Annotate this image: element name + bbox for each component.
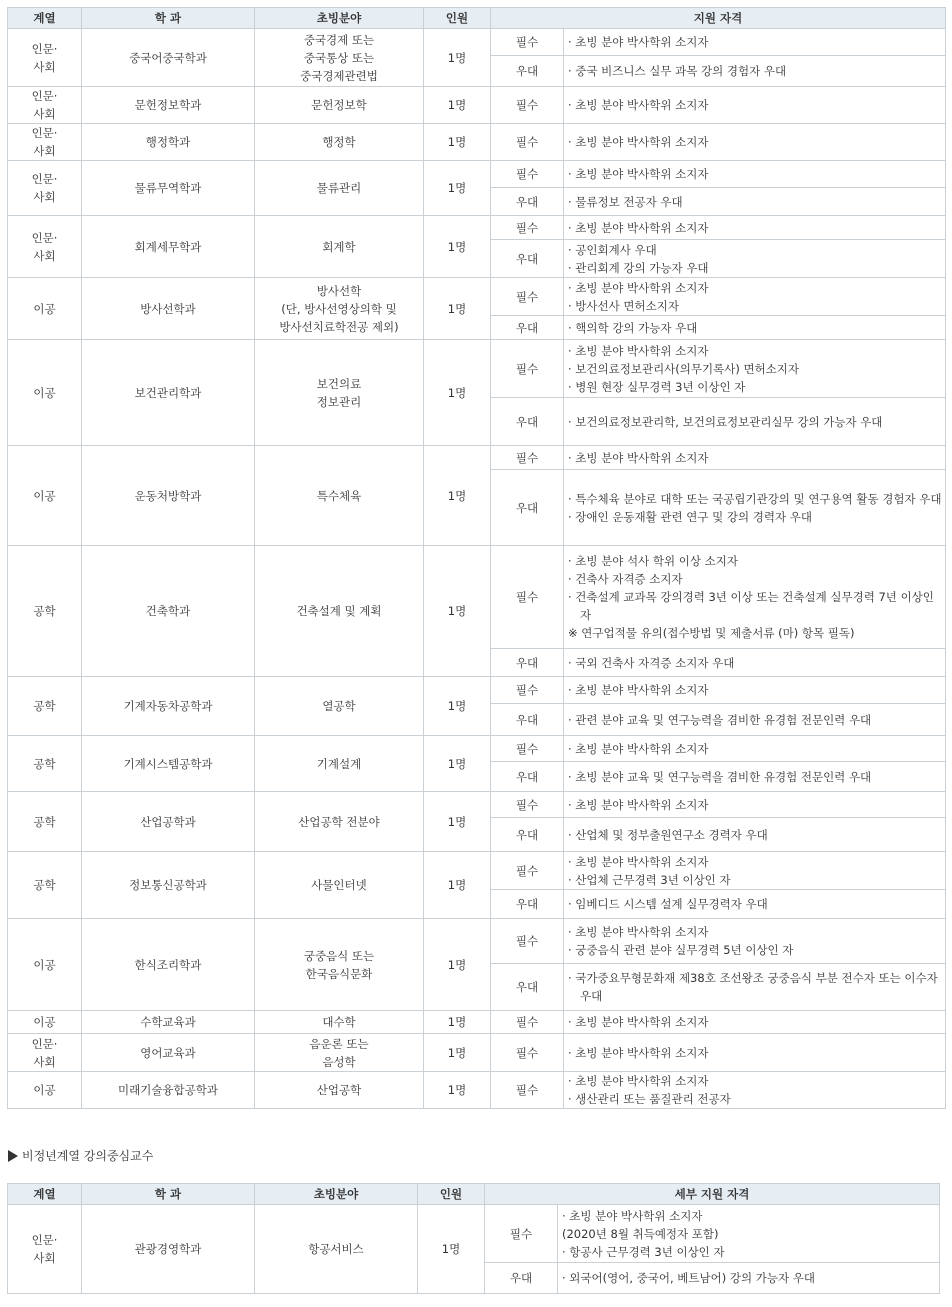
qual-line: · 궁중음식 관련 분야 실무경력 5년 이상인 자 — [568, 943, 794, 957]
department-line: 보건관리학과 — [134, 385, 202, 400]
department-line: 문헌정보학과 — [134, 98, 202, 112]
header-count: 인원 — [418, 1184, 485, 1205]
department-cell — [82, 161, 255, 216]
qual-type: 필수 — [491, 29, 564, 56]
field-line: 사회 — [33, 190, 56, 204]
qual-detail — [564, 964, 946, 1011]
qual-type: 우대 — [491, 649, 564, 677]
qual-detail — [564, 316, 946, 340]
qual-line: · 초빙 분야 박사학위 소지자 — [568, 343, 709, 358]
recruit-area-line: 궁중음식 또는 — [303, 948, 375, 963]
qual-line: · 건축사 자격증 소지자 — [568, 572, 683, 586]
count-cell: 1명 — [424, 278, 491, 340]
field-line: 인문· — [31, 1036, 58, 1051]
department-cell — [82, 87, 255, 124]
recruit-area-cell — [255, 736, 424, 792]
table-row — [8, 736, 946, 762]
recruit-area-cell — [255, 161, 424, 216]
qual-line: · 외국어(영어, 중국어, 베트남어) 강의 가능자 우대 — [562, 1271, 815, 1285]
qual-type: 필수 — [491, 446, 564, 470]
qual-line: · 초빙 분야 박사학위 소지자 — [568, 1045, 709, 1060]
qual-detail — [564, 792, 946, 818]
field-line: 사회 — [33, 1054, 56, 1069]
qual-type: 필수 — [491, 1072, 564, 1109]
qual-line: · 초빙 분야 박사학위 소지자 — [568, 280, 709, 295]
qual-line: · 초빙 분야 박사학위 소지자 — [568, 1015, 709, 1029]
qual-detail — [564, 124, 946, 161]
qual-detail — [564, 87, 946, 124]
field-line: 이공 — [33, 301, 56, 316]
qual-line: · 생산관리 또는 품질관리 전공자 — [568, 1092, 731, 1106]
field-line: 사회 — [33, 144, 56, 158]
qual-line: 자 — [580, 608, 592, 622]
qual-type: 필수 — [491, 124, 564, 161]
qual-detail — [564, 278, 946, 316]
qual-line: · 초빙 분야 교육 및 연구능력을 겸비한 유경험 전문인력 우대 — [568, 769, 872, 784]
qual-type: 필수 — [491, 1011, 564, 1034]
qual-line: · 국외 건축사 자격증 소지자 우대 — [568, 655, 735, 670]
recruit-area-cell — [255, 852, 424, 919]
field-cell — [8, 278, 82, 340]
qual-type: 우대 — [491, 316, 564, 340]
field-line: 인문· — [31, 89, 58, 103]
qual-line: · 초빙 분야 박사학위 소지자 — [568, 797, 709, 812]
department-line: 방사선학과 — [140, 301, 196, 316]
recruit-area-line: 보건의료 — [316, 376, 362, 391]
qual-type: 우대 — [491, 56, 564, 87]
count-cell: 1명 — [424, 852, 491, 919]
qual-detail — [564, 736, 946, 762]
department-cell — [82, 29, 255, 87]
count-cell: 1명 — [424, 677, 491, 736]
section-title — [8, 1147, 153, 1165]
qual-line: · 관리회계 강의 가능자 우대 — [568, 260, 709, 275]
department-cell — [82, 852, 255, 919]
department-cell — [82, 278, 255, 340]
recruit-area-line: 항공서비스 — [308, 1242, 364, 1256]
count-cell: 1명 — [424, 736, 491, 792]
qual-detail — [558, 1205, 940, 1263]
department-cell — [82, 677, 255, 736]
qual-type: 필수 — [491, 87, 564, 124]
department-line: 기계시스템공학과 — [123, 756, 213, 771]
qual-line: · 공인회계사 우대 — [568, 242, 657, 257]
qual-type: 우대 — [491, 890, 564, 919]
table-row — [8, 278, 946, 316]
qual-line: · 방사선사 면허소지자 — [568, 298, 679, 313]
qual-detail — [564, 161, 946, 188]
field-cell — [8, 919, 82, 1011]
recruit-area-line: 중국경제 또는 — [303, 32, 375, 47]
qual-detail — [564, 1034, 946, 1072]
qual-line: · 초빙 분야 박사학위 소지자 — [568, 1074, 709, 1088]
recruit-area-line: 사물인터넷 — [311, 878, 367, 892]
recruit-area-line: (단, 방사선영상의학 및 — [281, 301, 397, 316]
qual-line: · 초빙 분야 박사학위 소지자 — [568, 167, 709, 181]
count-cell: 1명 — [424, 1072, 491, 1109]
qual-detail — [564, 470, 946, 546]
qual-detail — [558, 1263, 940, 1294]
field-cell — [8, 29, 82, 87]
header-qualifications: 지원 자격 — [491, 8, 946, 29]
table-row — [8, 1205, 940, 1263]
department-cell — [82, 1011, 255, 1034]
table-row — [8, 677, 946, 704]
recruit-area-line: 물류관리 — [316, 181, 362, 195]
field-cell — [8, 736, 82, 792]
recruit-area-line: 음성학 — [322, 1054, 356, 1069]
qual-detail — [564, 56, 946, 87]
field-line: 이공 — [33, 1083, 56, 1097]
table-row — [8, 919, 946, 964]
recruit-area-cell — [255, 1011, 424, 1034]
faculty-recruitment-table — [7, 7, 946, 1109]
table-row — [8, 29, 946, 56]
qual-line: · 초빙 분야 박사학위 소지자 — [562, 1208, 703, 1223]
table-row — [8, 1072, 946, 1109]
qual-type: 필수 — [485, 1205, 558, 1263]
count-cell: 1명 — [424, 161, 491, 216]
recruit-area-line: 중국경제관련법 — [300, 68, 378, 83]
count-cell: 1명 — [424, 87, 491, 124]
qual-detail — [564, 649, 946, 677]
qual-line: · 초빙 분야 박사학위 소지자 — [568, 741, 709, 756]
field-line: 이공 — [33, 488, 56, 503]
field-cell — [8, 1011, 82, 1034]
department-line: 회계세무학과 — [134, 239, 202, 254]
qual-line: · 핵의학 강의 가능자 우대 — [568, 320, 698, 335]
department-line: 미래기술융합공학과 — [118, 1083, 218, 1097]
qual-type: 우대 — [491, 398, 564, 446]
qual-line: · 초빙 분야 박사학위 소지자 — [568, 98, 709, 112]
qual-detail — [564, 216, 946, 240]
triangle-bullet-icon — [8, 1150, 18, 1162]
recruit-area-cell — [255, 919, 424, 1011]
header-field: 계열 — [8, 8, 82, 29]
qual-line: · 초빙 분야 박사학위 소지자 — [568, 683, 709, 697]
recruit-area-cell — [255, 792, 424, 852]
recruit-area-line: 기계설계 — [316, 756, 362, 771]
qual-line: · 건축설계 교과목 강의경력 3년 이상 또는 건축설계 실무경력 7년 이상인 — [568, 590, 934, 604]
field-line: 공학 — [33, 878, 56, 892]
field-line: 인문· — [31, 126, 58, 140]
recruit-area-cell — [255, 1034, 424, 1072]
qual-detail — [564, 890, 946, 919]
qual-detail — [564, 852, 946, 890]
qual-line: · 초빙 분야 석사 학위 이상 소지자 — [568, 554, 739, 568]
qual-detail — [564, 188, 946, 216]
department-line: 산업공학과 — [140, 814, 196, 829]
qual-line: ※ 연구업적물 유의(접수방법 및 제출서류 (마) 항목 필독) — [568, 626, 855, 640]
field-cell — [8, 546, 82, 677]
recruit-area-line: 정보관리 — [316, 394, 362, 409]
qual-line: · 초빙 분야 박사학위 소지자 — [568, 220, 709, 235]
recruit-area-cell — [255, 546, 424, 677]
recruit-area-line: 중국통상 또는 — [303, 50, 375, 65]
recruit-area-cell — [255, 216, 424, 278]
department-cell — [82, 919, 255, 1011]
count-cell: 1명 — [424, 1034, 491, 1072]
department-line: 건축학과 — [145, 604, 191, 618]
qual-type: 우대 — [491, 818, 564, 852]
qual-line: · 병원 현장 실무경력 3년 이상인 자 — [568, 379, 746, 394]
department-line: 행정학과 — [145, 135, 191, 149]
qual-detail — [564, 340, 946, 398]
qual-line: · 보건의료정보관리학, 보건의료정보관리실무 강의 가능자 우대 — [568, 414, 883, 429]
field-cell — [8, 340, 82, 446]
table-header-row — [8, 1184, 940, 1205]
qual-type: 필수 — [491, 736, 564, 762]
qual-type: 우대 — [491, 964, 564, 1011]
field-cell — [8, 446, 82, 546]
field-line: 이공 — [33, 385, 56, 400]
count-cell: 1명 — [424, 340, 491, 446]
department-line: 영어교육과 — [140, 1045, 196, 1060]
qual-line: · 특수체육 분야로 대학 또는 국공립기관강의 및 연구용역 활동 경험자 우대 — [568, 491, 942, 506]
recruit-area-cell — [255, 1072, 424, 1109]
qual-detail — [564, 398, 946, 446]
field-cell — [8, 1205, 82, 1294]
header-qualifications: 세부 지원 자격 — [485, 1184, 940, 1205]
department-line: 정보통신공학과 — [129, 878, 207, 892]
field-cell — [8, 677, 82, 736]
count-cell: 1명 — [424, 546, 491, 677]
recruit-area-line: 특수체육 — [316, 488, 362, 503]
department-cell — [82, 1205, 255, 1294]
count-cell: 1명 — [424, 446, 491, 546]
department-cell — [82, 446, 255, 546]
recruit-area-line: 방사선학 — [316, 283, 362, 298]
qual-line: · 산업체 및 정부출원연구소 경력자 우대 — [568, 827, 768, 842]
table-row — [8, 852, 946, 890]
qual-type: 필수 — [491, 852, 564, 890]
field-cell — [8, 216, 82, 278]
count-cell: 1명 — [424, 216, 491, 278]
field-line: 인문· — [31, 41, 58, 56]
department-line: 한식조리학과 — [134, 957, 202, 972]
department-line: 운동처방학과 — [134, 488, 202, 503]
header-count: 인원 — [424, 8, 491, 29]
qual-line: · 보건의료정보관리사(의무기록사) 면허소지자 — [568, 361, 800, 376]
qual-detail — [564, 704, 946, 736]
table-row — [8, 340, 946, 398]
count-cell: 1명 — [424, 919, 491, 1011]
table-row — [8, 546, 946, 649]
table-row — [8, 124, 946, 161]
qual-type: 우대 — [491, 240, 564, 278]
department-cell — [82, 216, 255, 278]
recruit-area-cell — [255, 87, 424, 124]
count-cell: 1명 — [418, 1205, 485, 1294]
qual-detail — [564, 1011, 946, 1034]
table-row — [8, 792, 946, 818]
recruit-area-line: 행정학 — [322, 135, 356, 149]
qual-type: 우대 — [485, 1263, 558, 1294]
recruit-area-line: 열공학 — [322, 699, 356, 713]
recruit-area-line: 건축설계 및 계획 — [296, 604, 382, 618]
qual-line: · 초빙 분야 박사학위 소지자 — [568, 35, 709, 49]
recruit-area-cell — [255, 446, 424, 546]
field-line: 인문· — [31, 230, 58, 245]
field-line: 인문· — [31, 1233, 58, 1247]
qual-detail — [564, 818, 946, 852]
qual-line: · 관련 분야 교육 및 연구능력을 겸비한 유경험 전문인력 우대 — [568, 712, 872, 727]
field-cell — [8, 161, 82, 216]
field-line: 사회 — [33, 1251, 56, 1265]
qual-type: 필수 — [491, 677, 564, 704]
department-line: 물류무역학과 — [134, 181, 202, 195]
department-cell — [82, 736, 255, 792]
table-row — [8, 161, 946, 188]
recruit-area-line: 한국음식문화 — [305, 966, 373, 981]
qual-type: 필수 — [491, 919, 564, 964]
qual-type: 우대 — [491, 470, 564, 546]
table-row — [8, 87, 946, 124]
department-cell — [82, 1072, 255, 1109]
department-cell — [82, 340, 255, 446]
qual-type: 우대 — [491, 188, 564, 216]
qual-type: 필수 — [491, 1034, 564, 1072]
qual-type: 필수 — [491, 792, 564, 818]
department-cell — [82, 546, 255, 677]
qual-detail — [564, 677, 946, 704]
qual-line: · 초빙 분야 박사학위 소지자 — [568, 925, 709, 939]
recruit-area-cell — [255, 278, 424, 340]
field-cell — [8, 87, 82, 124]
field-cell — [8, 1072, 82, 1109]
qual-line: · 장애인 운동재활 관련 연구 및 강의 경력자 우대 — [568, 509, 812, 524]
field-cell — [8, 852, 82, 919]
table-row — [8, 1011, 946, 1034]
department-line: 기계자동차공학과 — [123, 699, 213, 713]
qual-line: · 초빙 분야 박사학위 소지자 — [568, 854, 709, 869]
field-line: 사회 — [33, 248, 56, 263]
count-cell: 1명 — [424, 124, 491, 161]
recruit-area-line: 대수학 — [322, 1015, 356, 1029]
qual-type: 필수 — [491, 278, 564, 316]
qual-detail — [564, 546, 946, 649]
qual-line: · 국가중요무형문화재 제38호 조선왕조 궁중음식 부분 전수자 또는 이수자 — [568, 971, 938, 985]
qual-type: 필수 — [491, 546, 564, 649]
field-line: 이공 — [33, 1015, 56, 1029]
qual-detail — [564, 1072, 946, 1109]
field-line: 인문· — [31, 172, 58, 186]
field-line: 공학 — [33, 756, 56, 771]
recruit-area-line: 음운론 또는 — [309, 1036, 369, 1051]
qual-line: · 산업체 근무경력 3년 이상인 자 — [568, 872, 731, 887]
recruit-area-line: 문헌정보학 — [311, 98, 367, 112]
section-title-text: 비정년계열 강의중심교수 — [22, 1149, 154, 1163]
qual-type: 필수 — [491, 216, 564, 240]
qual-line: · 중국 비즈니스 실무 과목 강의 경험자 우대 — [568, 64, 787, 78]
field-cell — [8, 792, 82, 852]
department-cell — [82, 1034, 255, 1072]
qual-detail — [564, 762, 946, 792]
field-line: 사회 — [33, 107, 56, 121]
department-line: 수학교육과 — [140, 1015, 196, 1029]
recruit-area-cell — [255, 1205, 418, 1294]
qual-detail — [564, 240, 946, 278]
recruit-area-cell — [255, 677, 424, 736]
count-cell: 1명 — [424, 29, 491, 87]
qual-line: (2020년 8월 취득예정자 포함) — [562, 1226, 719, 1241]
qual-detail — [564, 919, 946, 964]
field-line: 공학 — [33, 814, 56, 829]
header-department: 학 과 — [82, 8, 255, 29]
header-recruit-area: 초빙분야 — [255, 8, 424, 29]
recruit-area-cell — [255, 124, 424, 161]
recruit-area-cell — [255, 340, 424, 446]
qual-detail — [564, 446, 946, 470]
department-line: 관광경영학과 — [134, 1242, 202, 1256]
qual-type: 필수 — [491, 161, 564, 188]
table-row — [8, 1034, 946, 1072]
qual-line: · 항공사 근무경력 3년 이상인 자 — [562, 1244, 725, 1259]
department-line: 중국어중국학과 — [129, 50, 207, 65]
non-tenure-recruitment-table — [7, 1183, 940, 1294]
qual-type: 우대 — [491, 704, 564, 736]
department-cell — [82, 792, 255, 852]
table-header-row — [8, 8, 946, 29]
qual-line: · 물류정보 전공자 우대 — [568, 194, 683, 209]
field-cell — [8, 124, 82, 161]
qual-line: · 초빙 분야 박사학위 소지자 — [568, 450, 709, 465]
qual-line: 우대 — [580, 989, 603, 1003]
count-cell: 1명 — [424, 1011, 491, 1034]
qual-line: · 임베디드 시스템 설계 실무경력자 우대 — [568, 897, 768, 911]
recruit-area-line: 방사선치료학전공 제외) — [279, 319, 399, 334]
header-field: 계열 — [8, 1184, 82, 1205]
recruit-area-line: 산업공학 — [316, 1083, 362, 1097]
header-recruit-area: 초빙분야 — [255, 1184, 418, 1205]
field-line: 공학 — [33, 699, 56, 713]
table-row — [8, 446, 946, 470]
department-cell — [82, 124, 255, 161]
field-cell — [8, 1034, 82, 1072]
qual-type: 우대 — [491, 762, 564, 792]
table-row — [8, 216, 946, 240]
field-line: 이공 — [33, 957, 56, 972]
recruit-area-line: 회계학 — [322, 239, 356, 254]
qual-type: 필수 — [491, 340, 564, 398]
field-line: 사회 — [33, 59, 56, 74]
recruit-area-cell — [255, 29, 424, 87]
qual-line: · 초빙 분야 박사학위 소지자 — [568, 135, 709, 149]
header-department: 학 과 — [82, 1184, 255, 1205]
recruit-area-line: 산업공학 전분야 — [298, 814, 380, 829]
count-cell: 1명 — [424, 792, 491, 852]
qual-detail — [564, 29, 946, 56]
field-line: 공학 — [33, 604, 56, 618]
